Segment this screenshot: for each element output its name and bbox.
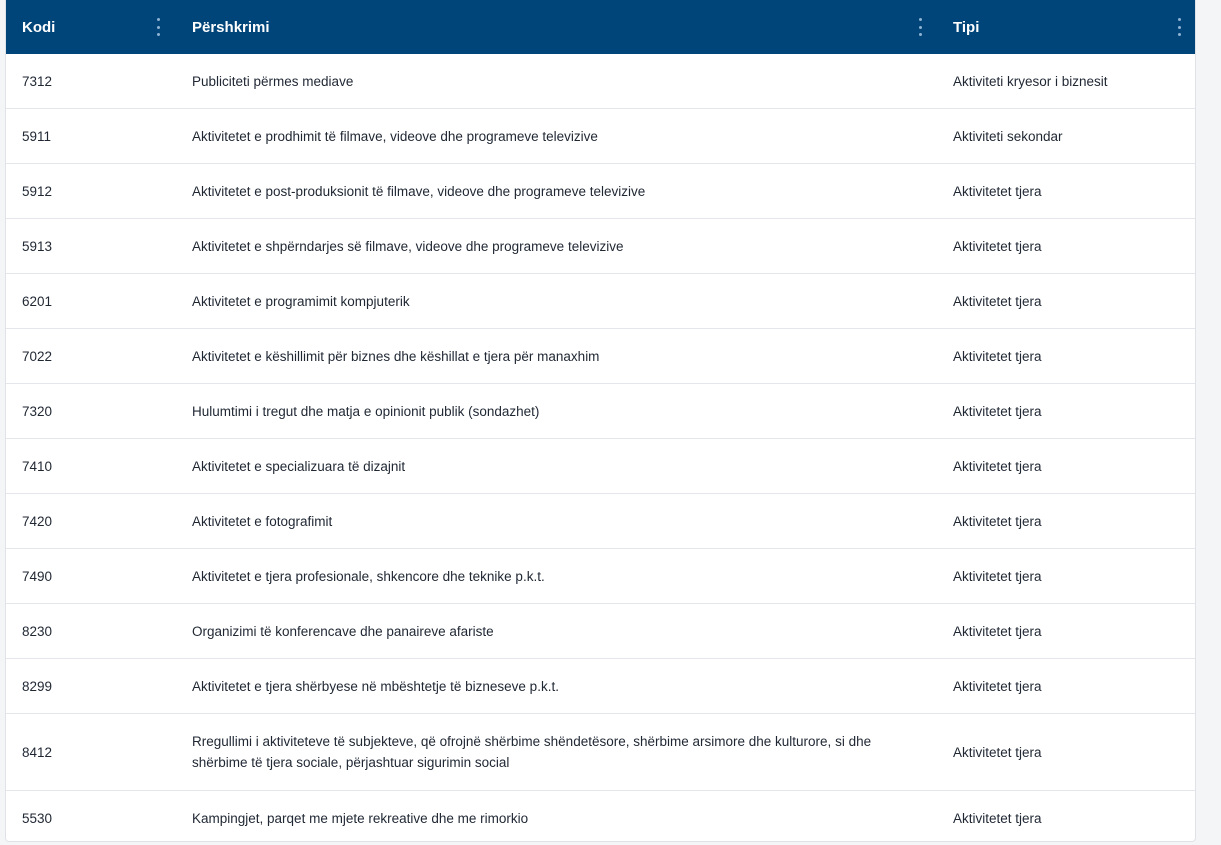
table-row[interactable]	[6, 714, 1195, 791]
cell-pershkrimi: Aktivitetet e tjera shërbyese në mbështetje të bizneseve p.k.t.	[192, 678, 559, 694]
cell-pershkrimi: Hulumtimi i tregut dhe matja e opinionit publik (sondazhet)	[192, 403, 540, 419]
cell-pershkrimi: Aktivitetet e prodhimit të filmave, videove dhe programeve televizive	[192, 128, 598, 144]
column-header-tipi[interactable]	[936, 0, 1195, 54]
cell-kodi: 7022	[22, 348, 53, 364]
cell-kodi: 7410	[22, 458, 53, 474]
cell-kodi: 7320	[22, 403, 53, 419]
column-header-pershkrimi[interactable]	[174, 0, 936, 54]
cell-tipi: Aktivitetet tjera	[953, 348, 1042, 364]
table-row[interactable]	[6, 549, 1195, 604]
table-row[interactable]	[6, 659, 1195, 714]
table-row[interactable]	[6, 329, 1195, 384]
cell-tipi: Aktivitetet tjera	[953, 623, 1042, 639]
cell-tipi: Aktiviteti kryesor i biznesit	[953, 73, 1108, 89]
column-menu-icon[interactable]	[152, 18, 164, 36]
cell-pershkrimi: Aktivitetet e specializuara të dizajnit	[192, 458, 406, 474]
table-row[interactable]	[6, 274, 1195, 329]
cell-tipi: Aktivitetet tjera	[953, 513, 1042, 529]
cell-pershkrimi: Rregullimi i aktiviteteve të subjekteve, që ofrojnë shërbime shëndetësore, shërbime arsimore dhe kulturore, si dhe shërbime të tjera sociale, përjashtuar sigurimin social	[192, 734, 872, 770]
table-row[interactable]	[6, 604, 1195, 659]
column-header-kodi[interactable]	[6, 0, 174, 54]
table-row[interactable]	[6, 384, 1195, 439]
cell-tipi: Aktiviteti sekondar	[953, 128, 1063, 144]
cell-tipi: Aktivitetet tjera	[953, 744, 1042, 760]
column-header-label: Tipi	[953, 18, 980, 36]
table-header	[6, 0, 1195, 54]
column-menu-icon[interactable]	[914, 18, 926, 36]
cell-kodi: 7490	[22, 568, 53, 584]
table-row[interactable]	[6, 791, 1195, 842]
cell-pershkrimi: Publiciteti përmes mediave	[192, 73, 354, 89]
cell-kodi: 7420	[22, 513, 53, 529]
cell-pershkrimi: Aktivitetet e post-produksionit të filmave, videove dhe programeve televizive	[192, 183, 646, 199]
cell-pershkrimi: Organizimi të konferencave dhe panaireve afariste	[192, 623, 494, 639]
cell-tipi: Aktivitetet tjera	[953, 678, 1042, 694]
cell-kodi: 8230	[22, 623, 53, 639]
cell-tipi: Aktivitetet tjera	[953, 183, 1042, 199]
cell-kodi: 5913	[22, 238, 53, 254]
cell-tipi: Aktivitetet tjera	[953, 238, 1042, 254]
cell-tipi: Aktivitetet tjera	[953, 568, 1042, 584]
cell-pershkrimi: Kampingjet, parqet me mjete rekreative dhe me rimorkio	[192, 811, 529, 826]
cell-kodi: 5912	[22, 183, 53, 199]
cell-kodi: 5911	[22, 128, 52, 144]
table-row[interactable]	[6, 164, 1195, 219]
cell-kodi: 5530	[22, 811, 53, 826]
column-header-label: Kodi	[22, 18, 56, 36]
cell-pershkrimi: Aktivitetet e fotografimit	[192, 513, 333, 529]
cell-kodi: 7312	[22, 73, 53, 89]
cell-tipi: Aktivitetet tjera	[953, 458, 1042, 474]
cell-pershkrimi: Aktivitetet e programimit kompjuterik	[192, 293, 410, 309]
table-row[interactable]	[6, 494, 1195, 549]
cell-pershkrimi: Aktivitetet e tjera profesionale, shkencore dhe teknike p.k.t.	[192, 568, 545, 584]
cell-tipi: Aktivitetet tjera	[953, 811, 1042, 826]
table-row[interactable]	[6, 109, 1195, 164]
activities-table	[5, 0, 1196, 842]
cell-tipi: Aktivitetet tjera	[953, 293, 1042, 309]
cell-pershkrimi: Aktivitetet e shpërndarjes së filmave, videove dhe programeve televizive	[192, 238, 624, 254]
column-header-label: Përshkrimi	[192, 18, 270, 36]
cell-kodi: 8412	[22, 744, 53, 760]
cell-tipi: Aktivitetet tjera	[953, 403, 1042, 419]
cell-kodi: 8299	[22, 678, 53, 694]
table-row[interactable]	[6, 219, 1195, 274]
cell-kodi: 6201	[22, 293, 53, 309]
cell-pershkrimi: Aktivitetet e këshillimit për biznes dhe këshillat e tjera për manaxhim	[192, 348, 600, 364]
table-row[interactable]	[6, 54, 1195, 109]
column-menu-icon[interactable]	[1173, 18, 1185, 36]
table-row[interactable]	[6, 439, 1195, 494]
